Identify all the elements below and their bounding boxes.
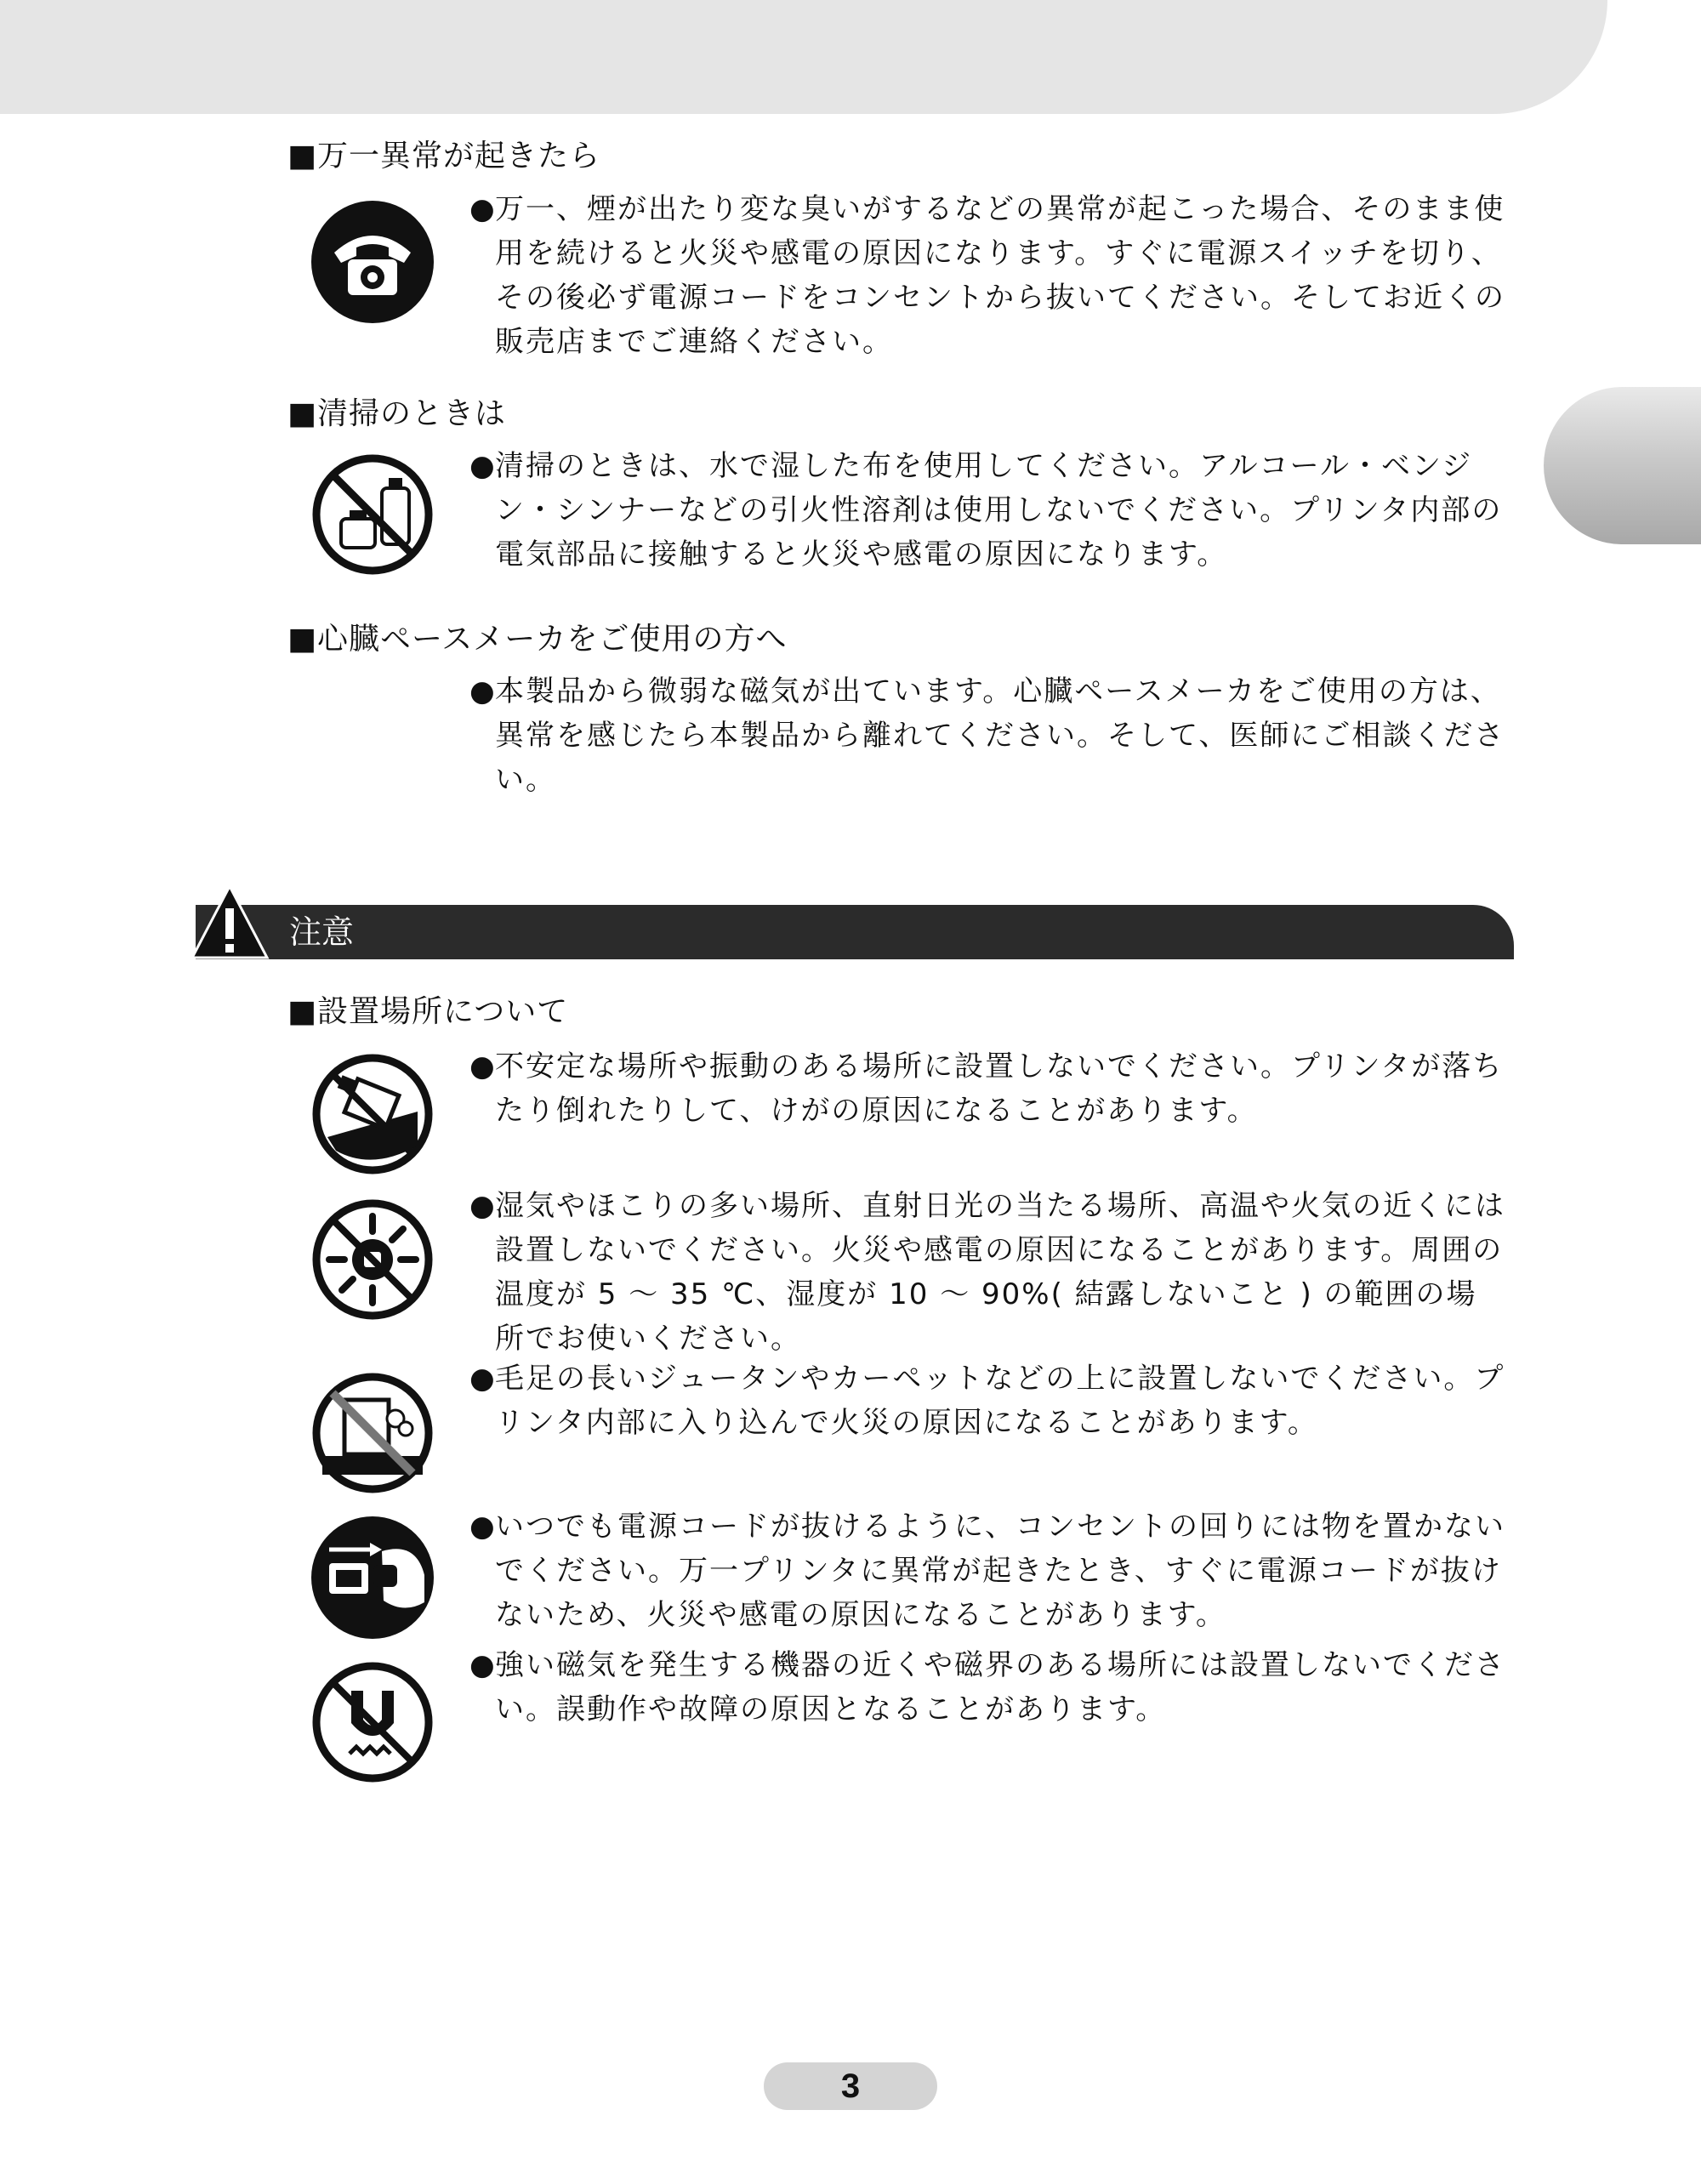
paragraph-text: 強い磁気を発生する機器の近くや磁界のある場所には設置しないでください。誤動作や故障の原因となることがあります。 xyxy=(495,1648,1505,1726)
warning-triangle-icon xyxy=(189,883,270,961)
no-solvent-icon xyxy=(310,452,435,577)
telephone-icon xyxy=(310,200,435,324)
paragraph-pacemaker xyxy=(469,669,1507,802)
no-carpet-icon xyxy=(310,1371,435,1495)
paragraph-install-2 xyxy=(469,1356,1507,1445)
paragraph-cleaning xyxy=(469,444,1507,577)
bullet-marker: ● xyxy=(469,1189,497,1223)
paragraph-emergency xyxy=(469,187,1507,364)
paragraph-text: 万一、煙が出たり変な臭いがするなどの異常が起こった場合、そのまま使用を続けると火災や感電の原因になります。すぐに電源スイッチを切り、その後必ず電源コードをコンセントから抜いてください。そしてお近くの販売店までご連絡ください。 xyxy=(495,192,1505,359)
paragraph-install-4 xyxy=(469,1643,1507,1732)
bullet-marker: ● xyxy=(469,1362,497,1396)
caution-header-bar xyxy=(196,905,1514,959)
chapter-side-tab xyxy=(1544,387,1701,544)
bullet-marker: ● xyxy=(469,192,497,226)
bullet-marker: ● xyxy=(469,449,497,483)
top-header-band xyxy=(0,0,1607,114)
section-heading-emergency: ■万一異常が起きたら xyxy=(287,139,601,173)
unplug-icon xyxy=(310,1516,435,1640)
unstable-surface-icon xyxy=(310,1052,435,1176)
bullet-marker: ● xyxy=(469,674,497,708)
paragraph-text: 不安定な場所や振動のある場所に設置しないでください。プリンタが落ちたり倒れたりして、けがの原因になることがあります。 xyxy=(495,1049,1504,1128)
no-magnet-icon xyxy=(310,1660,435,1784)
paragraph-text: 清掃のときは、水で湿した布を使用してください。アルコール・ベンジン・シンナーなどの引火性溶剤は使用しないでください。プリンタ内部の電気部品に接触すると火災や感電の原因になります。 xyxy=(495,449,1503,572)
paragraph-install-0 xyxy=(469,1044,1507,1133)
no-heat-sun-icon xyxy=(310,1197,435,1322)
page-number: 3 xyxy=(764,2062,937,2110)
section-heading-pacemaker: ■心臓ペースメーカをご使用の方へ xyxy=(287,622,788,657)
caution-label: 注意 xyxy=(289,913,355,951)
section-heading-cleaning: ■清掃のときは xyxy=(287,396,507,431)
section-heading-install: ■設置場所について xyxy=(287,994,569,1029)
paragraph-text: いつでも電源コードが抜けるように、コンセントの回りには物を置かないでください。万一プリンタに異常が起きたとき、すぐに電源コードが抜けないため、火災や感電の原因になることがあります。 xyxy=(495,1510,1505,1632)
paragraph-text: 本製品から微弱な磁気が出ています。心臓ペースメーカをご使用の方は、異常を感じたら本製品から離れてください。そして、医師にご相談ください。 xyxy=(495,674,1505,797)
paragraph-install-3 xyxy=(469,1504,1507,1637)
paragraph-text: 湿気やほこりの多い場所、直射日光の当たる場所、高温や火気の近くには設置しないでください。火災や感電の原因になることがあります。周囲の温度が 5 ～ 35 ℃、湿度が 10 ～ 90%( 結露しないこと ) の範囲の場所でお使いください。 xyxy=(495,1189,1505,1356)
paragraph-text: 毛足の長いジュータンやカーペットなどの上に設置しないでください。プリンタ内部に入り込んで火災の原因になることがあります。 xyxy=(495,1362,1505,1440)
bullet-marker: ● xyxy=(469,1648,497,1682)
bullet-marker: ● xyxy=(469,1049,497,1083)
bullet-marker: ● xyxy=(469,1510,497,1544)
paragraph-install-1 xyxy=(469,1184,1507,1361)
